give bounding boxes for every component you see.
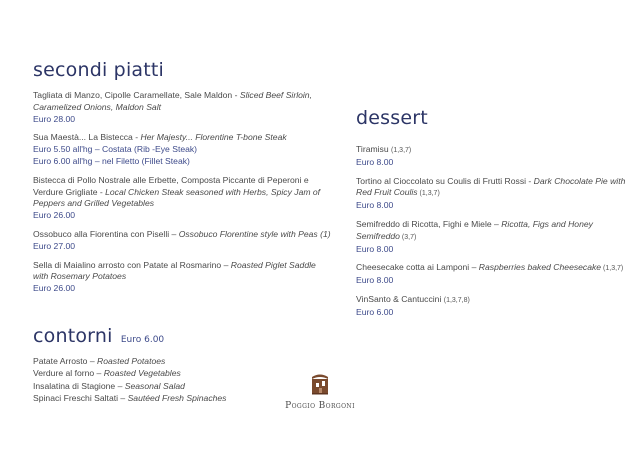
item-name-it: Tiramisu (356, 144, 392, 154)
item-price: Euro 8.00 (356, 200, 394, 211)
item-name-it: Patate Arrosto – (33, 356, 98, 366)
list-item (33, 355, 333, 367)
allergens: (1,3,7) (391, 147, 412, 154)
contorni-price: Euro 6.00 (120, 335, 165, 345)
item-name-it: Bistecca di Pollo Nostrale alle Erbette, Composta Piccante di Peperoni e Verdure Grigliate - (33, 174, 309, 197)
menu-item (33, 175, 333, 222)
allergens: (3,7) (399, 233, 417, 241)
item-price: Euro 8.00 (356, 243, 394, 254)
item-name-en: Seasonal Salad (124, 380, 185, 391)
allergens: (1,3,7,8) (443, 296, 470, 304)
item-price: Euro 6.00 (356, 306, 394, 317)
menu-item (33, 260, 333, 295)
dessert-list (356, 144, 636, 319)
item-name-it: Spinaci Freschi Saltati – (33, 392, 128, 403)
item-name-en: Sliced Beef Sirloin, Caramelized Onions, Maldon Salt (33, 90, 312, 112)
item-name-it: Ossobuco alla Fiorentina con Piselli – (33, 228, 179, 239)
menu-item (33, 90, 333, 125)
item-name-en: Local Chicken Steak seasoned with Herbs, Spicy Jam of Peppers and Grilled Vegetables (33, 186, 321, 209)
item-name-it: Sella di Maialino arrosto con Patate al Rosmarino – (33, 259, 231, 270)
item-price: Euro 5.50 all'hg – Costata (Rib -Eye Steak) (33, 144, 198, 155)
item-name-en: Ossobuco Florentine style with Peas (1) (178, 228, 331, 239)
restaurant-logo (270, 372, 370, 411)
menu-item (33, 229, 333, 253)
item-name-en: Ricotta, Figs and Honey Semifreddo (356, 218, 593, 241)
contorni-title-text: contorni (33, 325, 113, 347)
item-name-en: Roasted Vegetables (103, 368, 181, 379)
item-name-en: Raspberries baked Cheesecake (478, 262, 602, 273)
item-name-it: Tortino al Cioccolato su Coulis di Frutti Rossi - (356, 175, 534, 186)
item-price: Euro 27.00 (33, 240, 76, 251)
item-name-en: Her Majesty... Florentine T-bone Steak (140, 132, 287, 143)
menu-item (356, 262, 636, 287)
dessert-section (356, 106, 636, 319)
menu-item (356, 176, 636, 212)
secondi-section (33, 58, 333, 295)
item-price: Euro 8.00 (356, 156, 394, 167)
tower-logo-icon (310, 372, 330, 396)
section-title-contorni (33, 324, 333, 352)
item-name-it: VinSanto & Cantuccini (356, 293, 444, 304)
section-title-dessert: dessert (356, 107, 428, 129)
item-name-en: Roasted Potatoes (97, 356, 166, 366)
item-price: Euro 6.00 all'hg – nel Filetto (Fillet Steak) (33, 155, 190, 166)
item-name-it: Semifreddo di Ricotta, Fighi e Miele – (356, 218, 502, 229)
item-price: Euro 8.00 (356, 275, 394, 286)
item-name-en: Sautéed Fresh Spinaches (127, 392, 227, 403)
item-name-it: Cheesecake cotta ai Lamponi – (356, 262, 479, 273)
menu-item (33, 132, 333, 167)
item-price: Euro 26.00 (33, 283, 76, 294)
item-name-it: Verdure al forno – (33, 368, 104, 379)
item-name-en: Dark Chocolate Pie with Red Fruit Coulis (356, 175, 626, 198)
restaurant-name: Poggio Borgoni (285, 401, 355, 411)
item-price: Euro 26.00 (33, 210, 76, 221)
item-name-it: Tagliata di Manzo, Cipolle Caramellate, Sale Maldon - (33, 90, 240, 100)
allergens: (1,3,7) (601, 265, 624, 273)
item-name-en: Roasted Piglet Saddle with Rosemary Potatoes (33, 259, 316, 282)
menu-item (356, 219, 636, 255)
menu-item (356, 144, 636, 169)
menu-item (356, 294, 636, 319)
secondi-list (33, 90, 333, 295)
allergens: (1,3,7) (417, 190, 440, 198)
item-name-it: Sua Maestà... La Bistecca - (33, 132, 141, 143)
item-price: Euro 28.00 (33, 113, 76, 124)
section-title-secondi: secondi piatti (33, 59, 165, 81)
item-name-it: Insalatina di Stagione – (33, 380, 125, 391)
